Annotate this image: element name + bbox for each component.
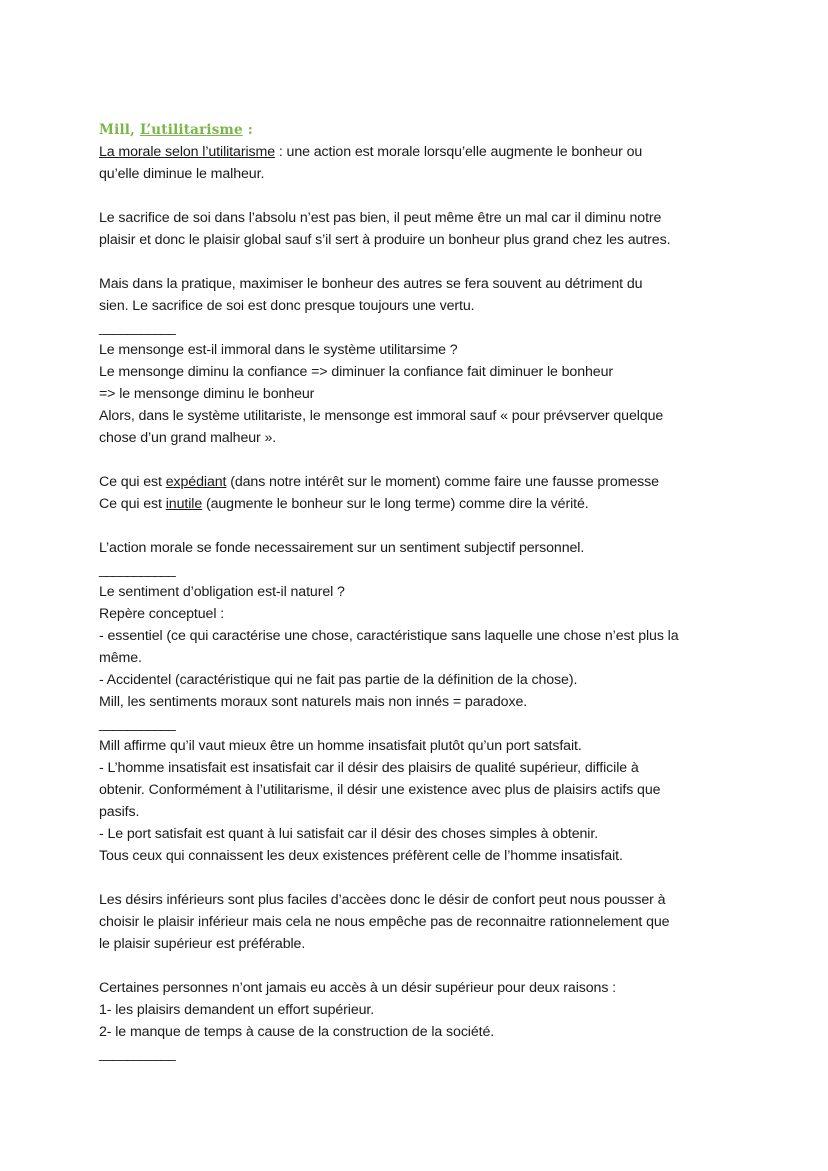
section-divider: ___________ — [99, 320, 175, 336]
paragraph-line: sien. Le sacrifice de soi est donc presque toujours une vertu. — [99, 298, 475, 314]
underlined-term: inutile — [165, 496, 203, 512]
paragraph-line: 1- les plaisirs demandent un effort supérieur. — [99, 1002, 375, 1018]
paragraph-line: choisir le plaisir inférieur mais cela ne nous empêche pas de reconnaitre rationnelement que — [99, 914, 670, 930]
paragraph-line: le plaisir supérieur est préférable. — [99, 936, 306, 952]
paragraph-line: Le sacrifice de soi dans l’absolu n’est pas bien, il peut même être un mal car il diminu notre — [99, 210, 662, 226]
paragraph-line: Mill, les sentiments moraux sont naturels mais non innés = paradoxe. — [99, 694, 528, 710]
paragraph-line: Mais dans la pratique, maximiser le bonheur des autres se fera souvent au détriment du — [99, 276, 643, 292]
paragraph-line: Le sentiment d’obligation est-il naturel ? — [99, 584, 345, 600]
paragraph-line: Le mensonge est-il immoral dans le système utilitarsime ? — [99, 342, 458, 358]
paragraph-line: L’action morale se fonde necessairement sur un sentiment subjectif personnel. — [99, 540, 585, 556]
paragraph-line: obtenir. Conformément à l’utilitarisme, il désir une existence avec plus de plaisirs actifs que — [99, 782, 661, 798]
text-span: Ce qui est — [99, 496, 166, 512]
paragraph-line — [99, 493, 739, 515]
paragraph-line — [99, 471, 739, 493]
underlined-term: expédiant — [165, 474, 227, 490]
text-span: Ce qui est — [99, 474, 166, 490]
section-divider: ___________ — [99, 716, 175, 732]
paragraph-line: => le mensonge diminu le bonheur — [99, 386, 315, 402]
paragraph-line: Alors, dans le système utilitariste, le mensonge est immoral sauf « pour prévserver quelque — [99, 408, 664, 424]
title-prefix: Mill, — [99, 122, 140, 138]
paragraph-line: pasifs. — [99, 804, 140, 820]
paragraph-line: plaisir et donc le plaisir global sauf s’il sert à produire un bonheur plus grand chez les autres. — [99, 232, 671, 248]
text-span: (dans notre intérêt sur le moment) comme faire une fausse promesse — [226, 474, 659, 490]
paragraph-line: - Accidentel (caractéristique qui ne fait pas partie de la définition de la chose). — [99, 672, 578, 688]
document-page — [99, 119, 739, 1065]
title-underlined: L’utilitarisme — [139, 122, 243, 138]
paragraph-line: Certaines personnes n’ont jamais eu accès à un désir supérieur pour deux raisons : — [99, 980, 617, 996]
paragraph-line: Tous ceux qui connaissent les deux existences préfèrent celle de l’homme insatisfait. — [99, 848, 623, 864]
section-divider: ___________ — [99, 1046, 175, 1062]
paragraph-line: qu’elle diminue le malheur. — [99, 166, 265, 182]
paragraph-line: 2- le manque de temps à cause de la construction de la société. — [99, 1024, 495, 1040]
paragraph-line: Repère conceptuel : — [99, 606, 225, 622]
paragraph-line: Mill affirme qu’il vaut mieux être un homme insatisfait plutôt qu’un port satsfait. — [99, 738, 582, 754]
section-divider: ___________ — [99, 562, 175, 578]
paragraph-line — [99, 141, 739, 163]
paragraph-line: - Le port satisfait est quant à lui satisfait car il désir des choses simples à obtenir. — [99, 826, 599, 842]
paragraph-line: - essentiel (ce qui caractérise une chose, caractéristique sans laquelle une chose n’est plus la — [99, 628, 679, 644]
text-span: (augmente le bonheur sur le long terme) comme dire la vérité. — [202, 496, 589, 512]
text-span: : une action est morale lorsqu’elle augmente le bonheur ou — [275, 144, 643, 160]
paragraph-line: même. — [99, 650, 142, 666]
paragraph-line: Le mensonge diminu la confiance => diminuer la confiance fait diminuer le bonheur — [99, 364, 614, 380]
document-title — [99, 119, 739, 141]
paragraph-line: Les désirs inférieurs sont plus faciles d’accèes donc le désir de confort peut nous pousser à — [99, 892, 666, 908]
paragraph-line: - L’homme insatisfait est insatisfait car il désir des plaisirs de qualité supérieur, difficile à — [99, 760, 639, 776]
paragraph-line: chose d’un grand malheur ». — [99, 430, 277, 446]
underlined-term: La morale selon l’utilitarisme — [99, 144, 275, 160]
title-suffix: : — [242, 122, 253, 138]
